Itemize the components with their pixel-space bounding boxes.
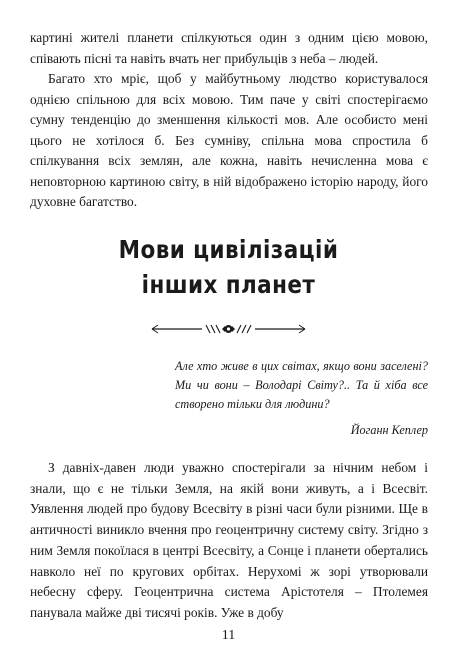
epigraph-author: Йоганн Кеплер [350,423,428,437]
epigraph-quote: Але хто живе в цих світах, якщо вони заселені? Ми чи вони – Володарі Світу?.. Та й хіба все створено тільки для людини? [175,359,428,411]
section-title-line-1: Мови цивілізацій [118,235,339,264]
paragraph-common-language: Багато хто мріє, щоб у майбутньому людство користувалося однією спільною для всіх мовою. Тим паче у світі спостерігаємо сумну тенденцію до зменшення кількості мов. Але особисто мені цього не хотілося б. Без сумніву, спільна мова спростила б спілкування всіх землян, але кожна, навіть нечисленна мова є неповторною картиною світу, в ній відображено історію народу, його духовне багатство. [30,71,428,209]
section-title [32,232,425,302]
paragraph-continued: картині жителі планети спілкуються один з одним цією мовою, співають пісні та навіть вчать нег прибульців з неба – людей. [30,30,428,66]
page-number: 11 [221,628,236,643]
paragraph-geocentric-system: З давніх-давен люди уважно спостерігали за нічним небом і знали, що є не тільки Земля, на якій вони живуть, а і Всесвіт. Уявлення людей про будову Всесвіту в різні часи були різними. Ще в античності виникло вчення про геоцентричну систему світу. Згідно з ним Земля покоїлася в центрі Всесвіту, а Сонце і планети обертались навколо неї по кругових орбітах. Нерухомі ж зорі утворювали небесну сферу. Геоцентрична система Арістотеля – Птолемея панувала майже дві тисячі років. Уже в добу [30,460,428,620]
decorative-divider-icon [150,322,307,336]
section-title-line-2: інших планет [141,270,316,299]
